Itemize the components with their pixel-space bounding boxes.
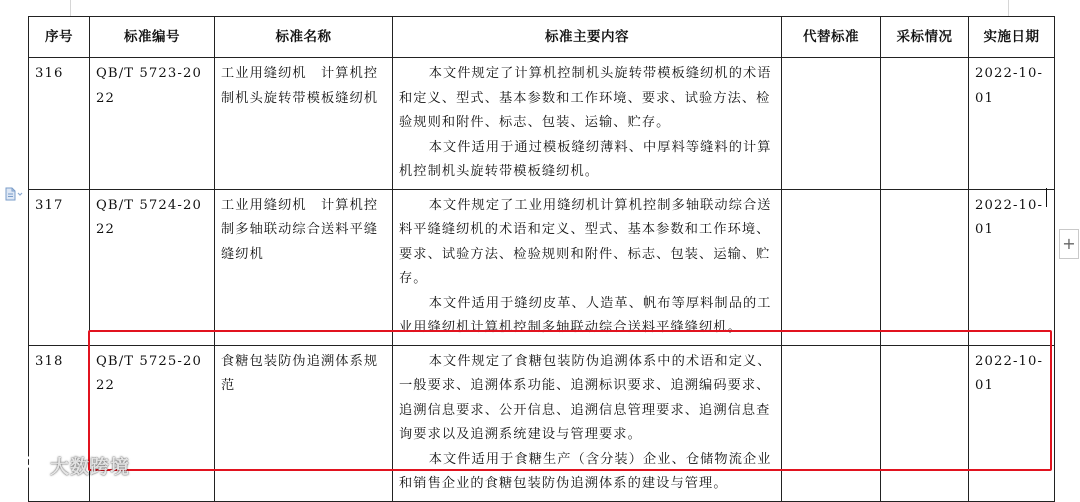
page-margin-marker xyxy=(70,0,71,16)
cell-standard-name[interactable]: 工业用缝纫机 计算机控制机头旋转带模板缝纫机 xyxy=(215,58,393,190)
header-replaced-standard: 代替标准 xyxy=(782,17,881,58)
add-row-button[interactable]: + xyxy=(1059,229,1079,259)
header-standard-name: 标准名称 xyxy=(215,17,393,58)
cell-standard-name[interactable]: 工业用缝纫机 计算机控制多轴联动综合送料平缝缝纫机 xyxy=(215,189,393,345)
header-standard-code: 标准编号 xyxy=(90,17,215,58)
watermark-text: 大数跨境 xyxy=(50,455,131,478)
cell-serial-no[interactable]: 317 xyxy=(29,189,90,345)
cell-main-content[interactable] xyxy=(393,189,782,345)
header-serial-no: 序号 xyxy=(29,17,90,58)
table-row xyxy=(29,189,1055,345)
content-paragraph-applicability: 本文件适用于通过模板缝纫薄料、中厚料等缝料的计算机控制机头旋转带模板缝纫机。 xyxy=(399,139,772,179)
cell-effective-date[interactable]: 2022-10-01 xyxy=(969,189,1055,345)
page-gutter xyxy=(0,0,28,487)
content-paragraph-scope: 本文件规定了计算机控制机头旋转带模板缝纫机的术语和定义、型式、基本参数和工作环境、要求、试验方法、检验规则和附件、标志、包装、运输、贮存。 xyxy=(399,66,772,130)
cell-standard-name[interactable]: 食糖包装防伪追溯体系规范 xyxy=(215,345,393,501)
cell-adoption-status[interactable] xyxy=(881,189,969,345)
header-effective-date: 实施日期 xyxy=(969,17,1055,58)
cell-adoption-status[interactable] xyxy=(881,345,969,501)
cell-standard-code[interactable]: QB/T 5724-2022 xyxy=(90,189,215,345)
cell-replaced-standard[interactable] xyxy=(782,345,881,501)
cell-adoption-status[interactable] xyxy=(881,58,969,190)
page-margin-marker xyxy=(1008,0,1009,16)
content-paragraph-applicability: 本文件适用于食糖生产（含分装）企业、仓储物流企业和销售企业的食糖包装防伪追溯体系的建设与管理。 xyxy=(399,451,772,491)
watermark-logo-icon xyxy=(6,454,46,476)
text-cursor xyxy=(1046,188,1047,207)
header-main-content: 标准主要内容 xyxy=(393,17,782,58)
table-header-row xyxy=(29,17,1055,58)
cell-main-content[interactable] xyxy=(393,345,782,501)
cell-effective-date[interactable]: 2022-10-01 xyxy=(969,345,1055,501)
cell-main-content[interactable] xyxy=(393,58,782,190)
header-adoption-status: 采标情况 xyxy=(881,17,969,58)
table-row xyxy=(29,345,1055,501)
cell-serial-no[interactable]: 318 xyxy=(29,345,90,501)
document-icon[interactable] xyxy=(4,186,24,200)
cell-standard-code[interactable]: QB/T 5723-2022 xyxy=(90,58,215,190)
content-paragraph-scope: 本文件规定了工业用缝纫机计算机控制多轴联动综合送料平缝缝纫机的术语和定义、型式、基本参数和工作环境、要求、试验方法、检验规则和附件、标志、包装、运输、贮存。 xyxy=(399,197,772,286)
cell-standard-code[interactable]: QB/T 5725-2022 xyxy=(90,345,215,501)
cell-effective-date[interactable]: 2022-10-01 xyxy=(969,58,1055,190)
table-row xyxy=(29,58,1055,190)
standards-table xyxy=(28,16,1055,502)
cell-serial-no[interactable]: 316 xyxy=(29,58,90,190)
watermark xyxy=(6,452,130,478)
cell-replaced-standard[interactable] xyxy=(782,58,881,190)
content-paragraph-applicability: 本文件适用于缝纫皮革、人造革、帆布等厚料制品的工业用缝纫机计算机控制多轴联动综合送料平缝缝纫机。 xyxy=(399,295,772,335)
content-paragraph-scope: 本文件规定了食糖包装防伪追溯体系中的术语和定义、一般要求、追溯体系功能、追溯标识要求、追溯编码要求、追溯信息要求、公开信息、追溯信息管理要求、追溯信息查询要求以及追溯系统建设与管理要求。 xyxy=(399,353,772,442)
cell-replaced-standard[interactable] xyxy=(782,189,881,345)
